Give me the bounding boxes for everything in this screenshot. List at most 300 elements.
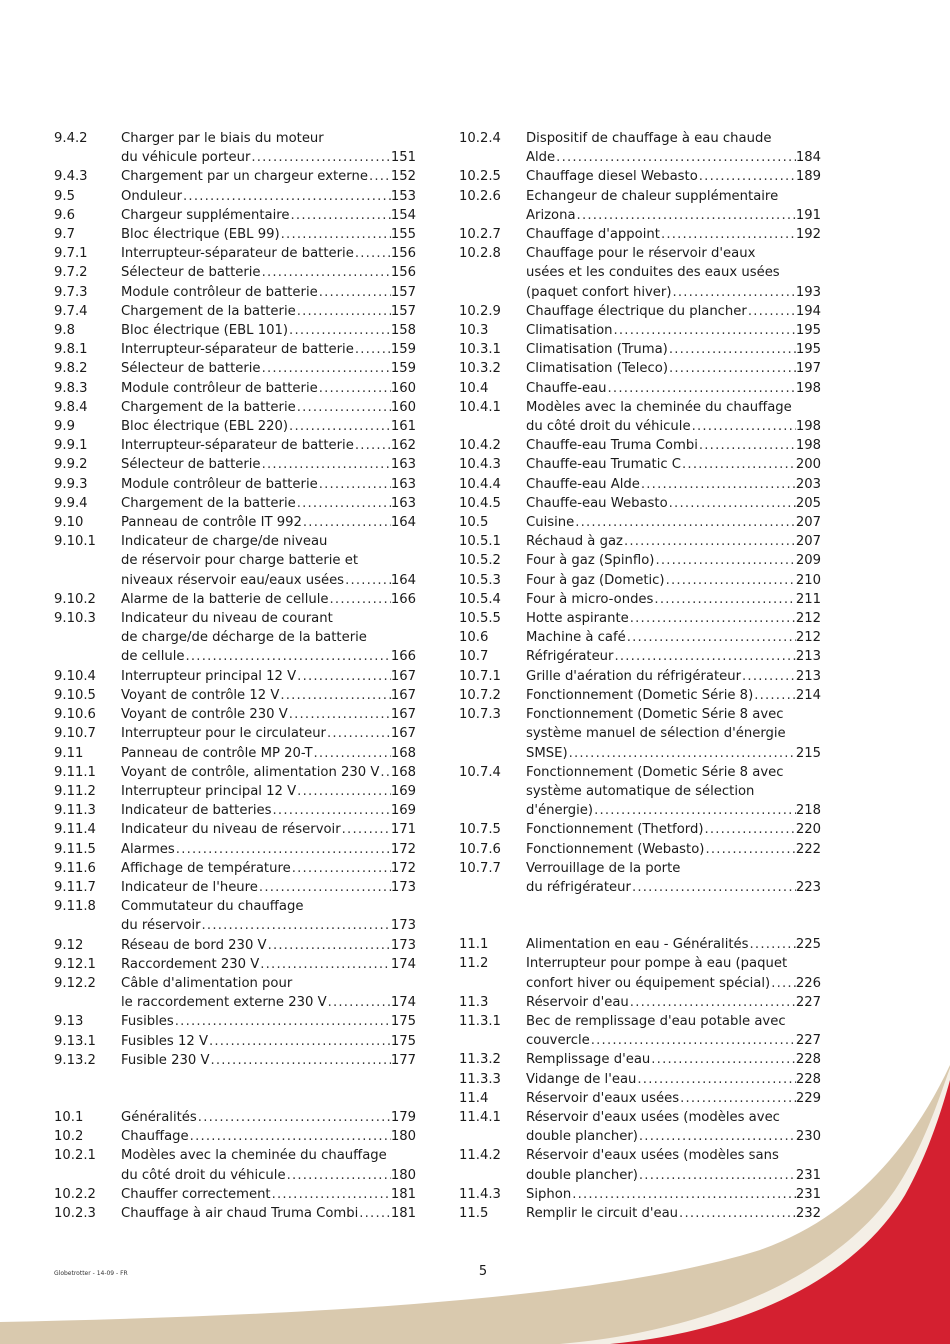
entry-title bbox=[121, 1108, 416, 1127]
page-reference: 225 bbox=[795, 937, 821, 953]
entry-final-line bbox=[121, 686, 416, 705]
dot-leader bbox=[668, 494, 796, 513]
entry-title bbox=[121, 167, 416, 186]
section-number: 9.12 bbox=[54, 937, 84, 953]
entry-final-line bbox=[526, 974, 821, 993]
toc-entry bbox=[54, 1051, 416, 1070]
entry-final-line bbox=[121, 359, 416, 378]
toc-entry bbox=[54, 398, 416, 417]
entry-title bbox=[526, 225, 821, 244]
section-number: 10.2.1 bbox=[54, 1148, 96, 1164]
toc-entry bbox=[54, 955, 416, 974]
toc-entry bbox=[54, 782, 416, 801]
dot-leader bbox=[354, 436, 391, 455]
page-reference: 228 bbox=[795, 1052, 821, 1068]
entry-title-line: Interrupteur-séparateur de batterie bbox=[121, 438, 354, 454]
section-number: 9.8.1 bbox=[54, 342, 88, 358]
entry-title bbox=[121, 417, 416, 436]
dot-leader bbox=[267, 936, 391, 955]
entry-title bbox=[526, 455, 821, 474]
entry-final-line bbox=[121, 590, 416, 609]
entry-final-line bbox=[526, 820, 821, 839]
dot-leader bbox=[593, 801, 796, 820]
entry-title bbox=[121, 705, 416, 724]
section-number: 10.3.1 bbox=[459, 342, 501, 358]
page-reference: 174 bbox=[390, 956, 416, 972]
toc-entry bbox=[54, 590, 416, 609]
entry-title-line: Fonctionnement (Thetford) bbox=[526, 822, 704, 838]
page-reference: 205 bbox=[795, 495, 821, 511]
dot-leader bbox=[318, 475, 391, 494]
dot-leader bbox=[189, 1127, 391, 1146]
entry-title-line: Module contrôleur de batterie bbox=[121, 476, 318, 492]
entry-final-line bbox=[121, 321, 416, 340]
entry-final-line bbox=[121, 302, 416, 321]
page-reference: 173 bbox=[390, 937, 416, 953]
dot-leader bbox=[354, 244, 391, 263]
dot-leader bbox=[185, 647, 391, 666]
dot-leader bbox=[318, 379, 391, 398]
toc-entry bbox=[459, 1050, 821, 1069]
page-reference: 222 bbox=[795, 841, 821, 857]
toc-entry bbox=[54, 379, 416, 398]
toc-entry bbox=[459, 167, 821, 186]
toc-entry bbox=[54, 936, 416, 955]
dot-leader bbox=[698, 436, 796, 455]
entry-final-line bbox=[121, 744, 416, 763]
section-number: 10.3.2 bbox=[459, 361, 501, 377]
entry-title bbox=[121, 321, 416, 340]
dot-leader bbox=[650, 1050, 796, 1069]
toc-entry bbox=[459, 398, 821, 436]
entry-title bbox=[526, 475, 821, 494]
entry-title-line: Echangeur de chaleur supplémentaire bbox=[526, 188, 779, 204]
section-number: 11.2 bbox=[459, 956, 489, 972]
toc-entry bbox=[459, 954, 821, 992]
entry-final-line bbox=[121, 840, 416, 859]
entry-title-line: Raccordement 230 V bbox=[121, 956, 260, 972]
section-number: 9.9.4 bbox=[54, 495, 88, 511]
entry-title-line: Chargement de la batterie bbox=[121, 399, 296, 415]
toc-entry bbox=[459, 628, 821, 647]
toc-entry bbox=[459, 763, 821, 821]
page-reference: 227 bbox=[795, 1033, 821, 1049]
page-reference: 164 bbox=[390, 515, 416, 531]
entry-title-line: du véhicule porteur bbox=[121, 150, 251, 166]
section-number: 9.13.1 bbox=[54, 1033, 96, 1049]
page-reference: 215 bbox=[795, 745, 821, 761]
entry-title bbox=[121, 1204, 416, 1223]
toc-entry bbox=[459, 321, 821, 340]
toc-entry bbox=[54, 1146, 416, 1184]
section-number: 10.5.3 bbox=[459, 572, 501, 588]
entry-final-line bbox=[121, 244, 416, 263]
section-number: 11.4.1 bbox=[459, 1109, 501, 1125]
section-number: 11.5 bbox=[459, 1205, 489, 1221]
entry-title bbox=[121, 283, 416, 302]
entry-title-line: Module contrôleur de batterie bbox=[121, 284, 318, 300]
dot-leader bbox=[259, 955, 391, 974]
toc-column-left bbox=[54, 129, 416, 1223]
section-number: 10.4.3 bbox=[459, 457, 501, 473]
entry-title-line: Fonctionnement (Dometic Série 8) bbox=[526, 687, 754, 703]
toc-entry bbox=[54, 744, 416, 763]
entry-final-line bbox=[526, 340, 821, 359]
page-reference: 218 bbox=[795, 803, 821, 819]
page-reference: 159 bbox=[390, 342, 416, 358]
entry-final-line bbox=[526, 321, 821, 340]
entry-title-line: Fusibles bbox=[121, 1014, 174, 1030]
dot-leader bbox=[296, 398, 391, 417]
section-number: 11.3.2 bbox=[459, 1052, 501, 1068]
page-reference: 227 bbox=[795, 994, 821, 1010]
entry-final-line bbox=[526, 302, 821, 321]
dot-leader bbox=[271, 1185, 391, 1204]
page-reference: 163 bbox=[390, 476, 416, 492]
entry-title-line: Verrouillage de la porte bbox=[526, 860, 681, 876]
entry-final-line bbox=[526, 590, 821, 609]
toc-entry bbox=[459, 513, 821, 532]
entry-title-line: Grille d'aération du réfrigérateur bbox=[526, 668, 742, 684]
entry-title-line: Arizona bbox=[526, 207, 576, 223]
entry-title bbox=[121, 609, 416, 667]
entry-final-line bbox=[526, 436, 821, 455]
entry-title bbox=[121, 206, 416, 225]
entry-final-line bbox=[121, 724, 416, 743]
page-reference: 229 bbox=[795, 1090, 821, 1106]
page-reference: 159 bbox=[390, 361, 416, 377]
toc-entry bbox=[459, 609, 821, 628]
entry-final-line bbox=[526, 878, 821, 897]
section-number: 9.10.7 bbox=[54, 726, 96, 742]
toc-entry bbox=[54, 532, 416, 590]
entry-title-line: Chargeur supplémentaire bbox=[121, 207, 290, 223]
toc-entry bbox=[459, 551, 821, 570]
dot-leader bbox=[626, 628, 796, 647]
dot-leader bbox=[197, 1108, 391, 1127]
entry-title-line: Chauffe-eau Trumatic C bbox=[526, 457, 682, 473]
dot-leader bbox=[571, 1185, 796, 1204]
toc-entry bbox=[54, 840, 416, 859]
dot-leader bbox=[327, 993, 391, 1012]
entry-title-line: Bloc électrique (EBL 101) bbox=[121, 323, 289, 339]
toc-entry bbox=[54, 1108, 416, 1127]
entry-title-line: Chauffage pour le réservoir d'eaux bbox=[526, 246, 756, 262]
section-number: 9.7 bbox=[54, 227, 75, 243]
section-number: 9.9.1 bbox=[54, 438, 88, 454]
page-reference: 197 bbox=[795, 361, 821, 377]
entry-title-line: Charger par le biais du moteur bbox=[121, 131, 324, 146]
section-number: 10.7.1 bbox=[459, 668, 501, 684]
entry-title-line: Onduleur bbox=[121, 188, 183, 204]
section-number: 9.10.2 bbox=[54, 591, 96, 607]
entry-title-line: Bec de remplissage d'eau potable avec bbox=[526, 1013, 786, 1029]
entry-title-line: Réservoir d'eaux usées (modèles avec bbox=[526, 1109, 780, 1125]
entry-title-line: Climatisation (Teleco) bbox=[526, 361, 669, 377]
entry-final-line bbox=[526, 801, 821, 820]
entry-final-line bbox=[526, 628, 821, 647]
entry-title bbox=[121, 878, 416, 897]
page-reference: 173 bbox=[390, 879, 416, 895]
entry-title-line: Fusible 230 V bbox=[121, 1052, 210, 1068]
entry-title-line: Réchaud à gaz bbox=[526, 534, 623, 550]
entry-title bbox=[121, 744, 416, 763]
entry-title-line: Hotte aspirante bbox=[526, 611, 629, 627]
entry-final-line bbox=[526, 840, 821, 859]
section-number: 9.4.2 bbox=[54, 131, 88, 146]
page-reference: 180 bbox=[390, 1129, 416, 1145]
dot-leader bbox=[261, 359, 391, 378]
toc-entry bbox=[54, 129, 416, 167]
section-number: 10.5.5 bbox=[459, 611, 501, 627]
entry-title-line: Interrupteur principal 12 V bbox=[121, 783, 297, 799]
section-number: 9.12.2 bbox=[54, 975, 96, 991]
section-number: 10.7.7 bbox=[459, 860, 501, 876]
page-reference: 167 bbox=[390, 687, 416, 703]
toc-entry bbox=[54, 513, 416, 532]
entry-title bbox=[526, 1050, 821, 1069]
entry-final-line bbox=[526, 744, 821, 763]
page-reference: 184 bbox=[795, 150, 821, 166]
toc-entry bbox=[54, 436, 416, 455]
section-number: 11.3.3 bbox=[459, 1071, 501, 1087]
section-number: 10.2.8 bbox=[459, 246, 501, 262]
dot-leader bbox=[326, 724, 391, 743]
dot-leader bbox=[638, 1127, 796, 1146]
entry-final-line bbox=[526, 532, 821, 551]
section-number: 10.7.3 bbox=[459, 707, 501, 723]
toc-entry bbox=[459, 379, 821, 398]
entry-title-line: Chauffe-eau Truma Combi bbox=[526, 438, 698, 454]
section-number: 11.3 bbox=[459, 994, 489, 1010]
section-number: 10.2.9 bbox=[459, 303, 501, 319]
entry-final-line bbox=[121, 763, 416, 782]
dot-leader bbox=[358, 1204, 391, 1223]
entry-title bbox=[526, 1108, 821, 1146]
entry-title bbox=[526, 436, 821, 455]
entry-final-line bbox=[526, 609, 821, 628]
page-reference: 167 bbox=[390, 726, 416, 742]
entry-final-line bbox=[526, 667, 821, 686]
page-reference: 175 bbox=[390, 1014, 416, 1030]
section-number: 9.12.1 bbox=[54, 956, 96, 972]
entry-final-line bbox=[121, 1108, 416, 1127]
dot-leader bbox=[681, 455, 796, 474]
dot-leader bbox=[250, 148, 390, 167]
section-number: 9.8.4 bbox=[54, 399, 88, 415]
entry-title bbox=[121, 859, 416, 878]
page-reference: 172 bbox=[390, 841, 416, 857]
toc-entry bbox=[54, 1012, 416, 1031]
entry-title-line: d'énergie) bbox=[526, 803, 594, 819]
entry-title-line: Généralités bbox=[121, 1109, 197, 1125]
entry-title-line: Réservoir d'eau bbox=[526, 994, 629, 1010]
entry-final-line bbox=[121, 955, 416, 974]
dot-leader bbox=[258, 878, 391, 897]
entry-title-line: Fusibles 12 V bbox=[121, 1033, 208, 1049]
entry-title bbox=[526, 935, 821, 954]
dot-leader bbox=[354, 340, 391, 359]
entry-title bbox=[121, 244, 416, 263]
section-number: 10.5.1 bbox=[459, 534, 501, 550]
entry-final-line bbox=[526, 1127, 821, 1146]
entry-title-line: Fonctionnement (Webasto) bbox=[526, 841, 705, 857]
entry-final-line bbox=[121, 801, 416, 820]
section-number: 10.4.2 bbox=[459, 438, 501, 454]
entry-final-line bbox=[526, 494, 821, 513]
entry-title-line: Fonctionnement (Dometic Série 8 avec bbox=[526, 764, 784, 780]
entry-title bbox=[121, 398, 416, 417]
entry-title-line: Panneau de contrôle MP 20-T bbox=[121, 745, 313, 761]
toc-entry bbox=[54, 206, 416, 225]
page-reference: 193 bbox=[795, 284, 821, 300]
page-reference: 157 bbox=[390, 303, 416, 319]
entry-title bbox=[526, 1012, 821, 1050]
section-number: 9.8.3 bbox=[54, 380, 88, 396]
dot-leader bbox=[344, 571, 391, 590]
page-reference: 179 bbox=[390, 1109, 416, 1125]
page-reference: 180 bbox=[390, 1167, 416, 1183]
dot-leader bbox=[288, 417, 391, 436]
entry-final-line bbox=[121, 455, 416, 474]
page-reference: 166 bbox=[390, 591, 416, 607]
toc-entry bbox=[54, 897, 416, 935]
entry-title-line: Chargement par un chargeur externe bbox=[121, 169, 368, 185]
page-reference: 161 bbox=[390, 419, 416, 435]
page-reference: 175 bbox=[390, 1033, 416, 1049]
dot-leader bbox=[704, 840, 795, 859]
entry-title-line: niveaux réservoir eau/eaux usées bbox=[121, 572, 345, 588]
page-reference: 220 bbox=[795, 822, 821, 838]
entry-final-line bbox=[121, 206, 416, 225]
dot-leader bbox=[288, 321, 391, 340]
entry-title bbox=[526, 609, 821, 628]
section-number: 9.11.3 bbox=[54, 803, 96, 819]
entry-final-line bbox=[526, 359, 821, 378]
entry-final-line bbox=[121, 340, 416, 359]
section-number: 9.5 bbox=[54, 188, 75, 204]
page-reference: 200 bbox=[795, 457, 821, 473]
section-number: 10.2.5 bbox=[459, 169, 501, 185]
entry-final-line bbox=[121, 1032, 416, 1051]
toc-entry bbox=[459, 1146, 821, 1184]
section-number: 9.11.8 bbox=[54, 899, 96, 915]
toc-entry bbox=[54, 609, 416, 667]
entry-final-line bbox=[526, 148, 821, 167]
entry-title bbox=[121, 436, 416, 455]
toc-entry bbox=[459, 1012, 821, 1050]
page-reference: 211 bbox=[795, 591, 821, 607]
entry-title bbox=[526, 321, 821, 340]
entry-final-line bbox=[526, 1166, 821, 1185]
section-number: 11.3.1 bbox=[459, 1013, 501, 1029]
entry-title-line: Chauffage d'appoint bbox=[526, 227, 660, 243]
page-reference: 169 bbox=[390, 803, 416, 819]
entry-title bbox=[526, 494, 821, 513]
dot-leader bbox=[175, 840, 391, 859]
entry-title-line: Siphon bbox=[526, 1186, 572, 1202]
dot-leader bbox=[341, 820, 391, 839]
entry-final-line bbox=[121, 859, 416, 878]
section-number: 10.2.3 bbox=[54, 1205, 96, 1221]
entry-title-line: Cuisine bbox=[526, 515, 575, 531]
entry-final-line bbox=[121, 436, 416, 455]
entry-title-line: Interrupteur-séparateur de batterie bbox=[121, 246, 354, 262]
toc-entry bbox=[459, 532, 821, 551]
entry-final-line bbox=[526, 1050, 821, 1069]
entry-title bbox=[526, 359, 821, 378]
entry-title bbox=[526, 647, 821, 666]
entry-title-line: du réservoir bbox=[121, 918, 201, 934]
dot-leader bbox=[201, 916, 391, 935]
toc-entry bbox=[54, 667, 416, 686]
section-number: 10.2.6 bbox=[459, 188, 501, 204]
section-gap bbox=[54, 1070, 416, 1108]
dot-leader bbox=[629, 993, 796, 1012]
entry-title bbox=[526, 571, 821, 590]
entry-title-line: Module contrôleur de batterie bbox=[121, 380, 318, 396]
dot-leader bbox=[590, 1031, 796, 1050]
toc-entry bbox=[459, 129, 821, 167]
page-reference: 154 bbox=[390, 207, 416, 223]
entry-final-line bbox=[121, 494, 416, 513]
toc-entry bbox=[459, 1108, 821, 1146]
page-reference: 171 bbox=[390, 822, 416, 838]
entry-title-line: Indicateur de l'heure bbox=[121, 879, 258, 895]
page-reference: 153 bbox=[390, 188, 416, 204]
entry-final-line bbox=[526, 379, 821, 398]
toc-entry bbox=[54, 1185, 416, 1204]
entry-title-line: Voyant de contrôle 230 V bbox=[121, 707, 288, 723]
entry-title-line: Indicateur du niveau de réservoir bbox=[121, 822, 341, 838]
entry-final-line bbox=[121, 1127, 416, 1146]
entry-title bbox=[526, 167, 821, 186]
dot-leader bbox=[555, 148, 796, 167]
section-number: 9.10.3 bbox=[54, 611, 96, 627]
entry-title-line: confort hiver ou équipement spécial) bbox=[526, 975, 771, 991]
section-number: 10.5 bbox=[459, 515, 489, 531]
dot-leader bbox=[640, 475, 796, 494]
dot-leader bbox=[691, 417, 796, 436]
toc-entry bbox=[459, 667, 821, 686]
page-reference: 212 bbox=[795, 630, 821, 646]
section-number: 9.6 bbox=[54, 207, 75, 223]
toc-entry bbox=[54, 359, 416, 378]
dot-leader bbox=[613, 647, 795, 666]
entry-final-line bbox=[526, 1185, 821, 1204]
page-reference: 209 bbox=[795, 553, 821, 569]
page-reference: 192 bbox=[795, 227, 821, 243]
entry-title bbox=[526, 340, 821, 359]
page-reference: 160 bbox=[390, 399, 416, 415]
toc-entry bbox=[459, 244, 821, 302]
entry-final-line bbox=[121, 1012, 416, 1031]
dot-leader bbox=[302, 513, 391, 532]
dot-leader bbox=[261, 455, 391, 474]
entry-title-line: Réseau de bord 230 V bbox=[121, 937, 267, 953]
toc-entry bbox=[459, 840, 821, 859]
entry-final-line bbox=[121, 916, 416, 935]
entry-title-line: Réservoir d'eaux usées bbox=[526, 1090, 680, 1106]
toc-entry bbox=[459, 935, 821, 954]
entry-title bbox=[526, 1070, 821, 1089]
section-number: 9.11.1 bbox=[54, 764, 96, 780]
section-number: 9.10.6 bbox=[54, 707, 96, 723]
section-number: 11.4.3 bbox=[459, 1186, 501, 1202]
entry-title-line: Vidange de l'eau bbox=[526, 1071, 637, 1087]
section-number: 10.2.2 bbox=[54, 1186, 96, 1202]
dot-leader bbox=[296, 494, 391, 513]
